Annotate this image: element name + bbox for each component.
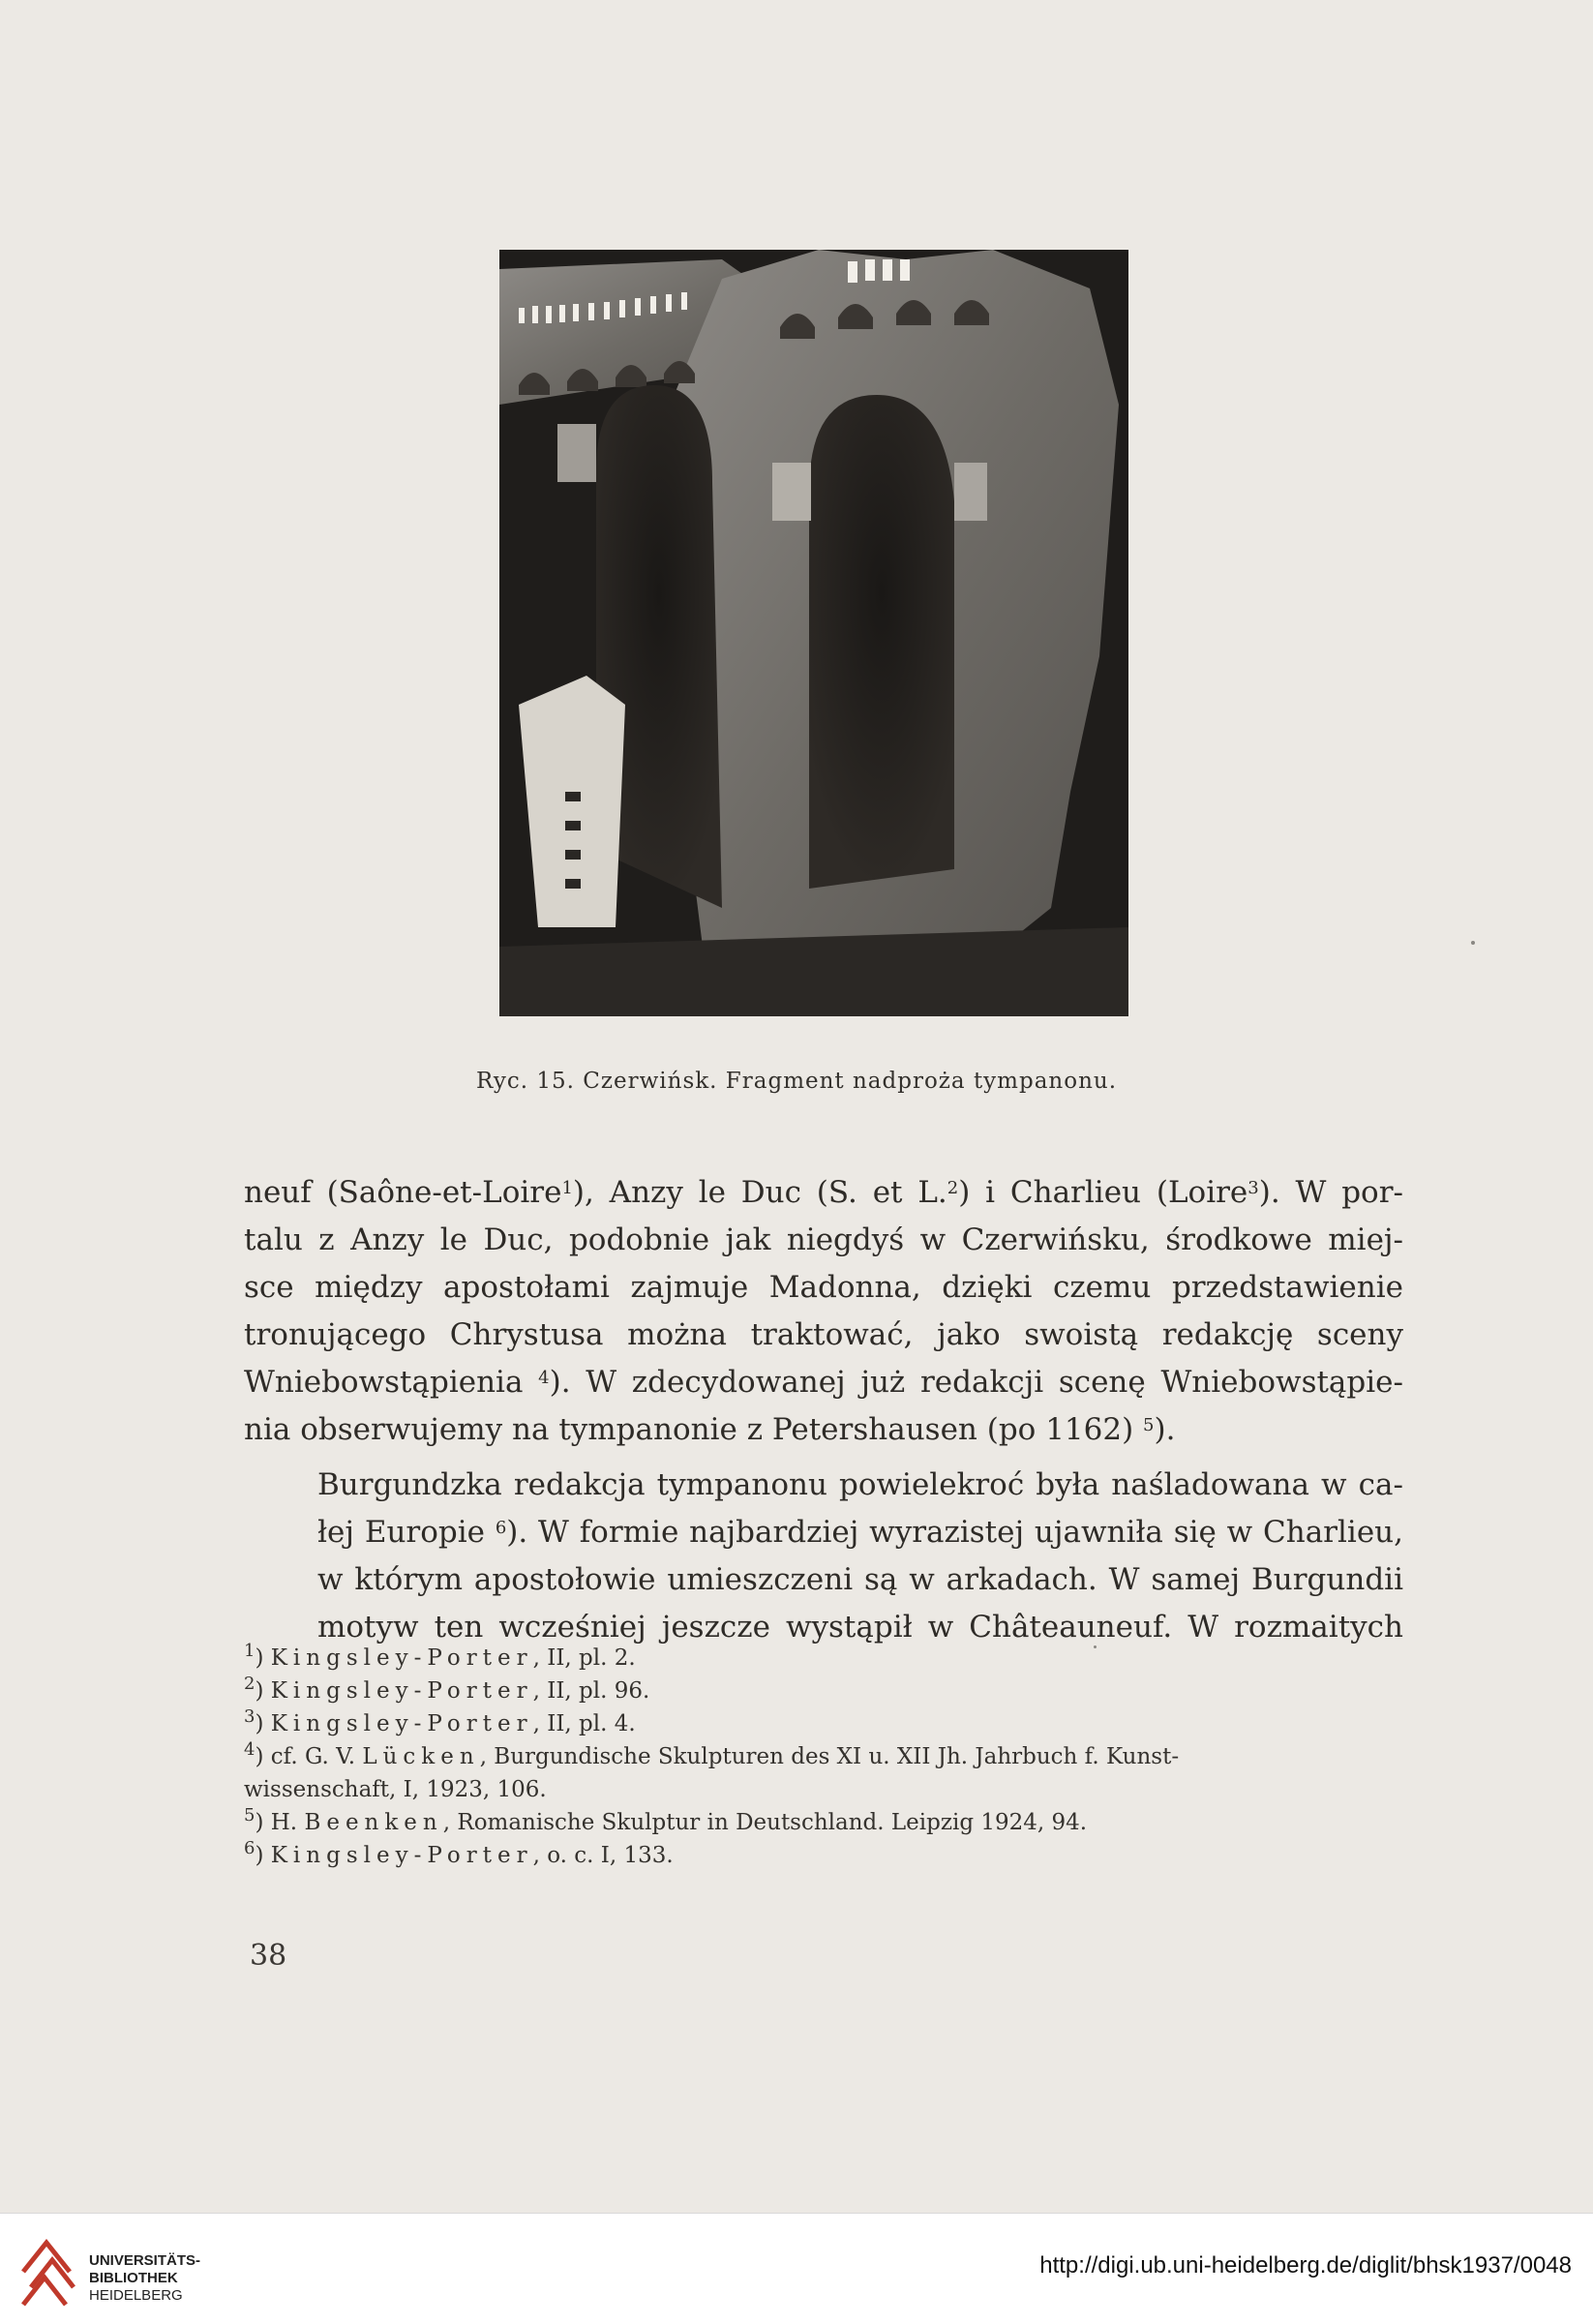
body-text: [244, 1169, 1403, 1651]
footnote-continuation: wissenschaft, I, 1923, 106.: [244, 1777, 547, 1802]
text-line: w którym apostołowie umieszczeni są w arkadach. W samej Burgundii: [317, 1562, 1403, 1597]
footnote: $^6$) Kingsley-Porter, o. c. I, 133.: [244, 1838, 674, 1868]
footnote: $^5$) H. Beenken, Romanische Skulptur in Deutschland. Leipzig 1924, 94.: [244, 1805, 1088, 1835]
stone-arcade-relief-photo-icon: [499, 250, 1128, 1016]
text-line: talu z Anzy le Duc, podobnie jak niegdyś w Czerwińsku, środkowe miej-: [244, 1222, 1403, 1257]
text-line: motyw ten wcześniej jeszcze wystąpił w Châteauneuf. W rozmaitych: [317, 1610, 1403, 1645]
figure-photo: [499, 250, 1128, 1016]
figure-caption: Ryc. 15. Czerwińsk. Fragment nadproża tympanonu.: [475, 1069, 1118, 1094]
paper-speck: [1094, 1645, 1097, 1648]
page-number: 38: [250, 1939, 287, 1973]
text-line: neuf (Saône-et-Loire$^1$), Anzy le Duc (S. et L.$^2$) i Charlieu (Loire$^3$). W por-: [244, 1175, 1403, 1210]
library-name: UNIVERSITÄTS- BIBLIOTHEK HEIDELBERG: [89, 2252, 201, 2304]
text-line: Wniebowstąpienia $^4$). W zdecydowanej już redakcji scenę Wniebowstąpie-: [244, 1365, 1403, 1400]
library-footer: [0, 2213, 1593, 2324]
footnote: $^2$) Kingsley-Porter, II, pl. 96.: [244, 1674, 650, 1704]
text-line: tronującego Chrystusa można traktować, jako swoistą redakcję sceny: [244, 1317, 1403, 1352]
footnote: $^4$) cf. G. V. Lücken, Burgundische Skulpturen des XI u. XII Jh. Jahrbuch f. Kunst-: [244, 1739, 1180, 1769]
library-logo-icon[interactable]: [17, 2229, 79, 2314]
paper-speck: [1471, 941, 1475, 945]
text-line: sce między apostołami zajmuje Madonna, dzięki czemu przedstawienie: [244, 1270, 1403, 1305]
text-line: nia obserwujemy na tympanonie z Petershausen (po 1162) $^5$).: [244, 1412, 1176, 1447]
text-line: łej Europie $^6$). W formie najbardziej wyrazistej ujawniła się w Charlieu,: [317, 1515, 1403, 1550]
permalink-url[interactable]: http://digi.ub.uni-heidelberg.de/diglit/bhsk1937/0048: [1039, 2252, 1572, 2279]
footnotes: [244, 1642, 1403, 1872]
text-line: Burgundzka redakcja tympanonu powielekroć była naśladowana w ca-: [317, 1467, 1403, 1502]
footnote: $^3$) Kingsley-Porter, II, pl. 4.: [244, 1706, 636, 1736]
footnote: $^1$) Kingsley-Porter, II, pl. 2.: [244, 1641, 636, 1671]
